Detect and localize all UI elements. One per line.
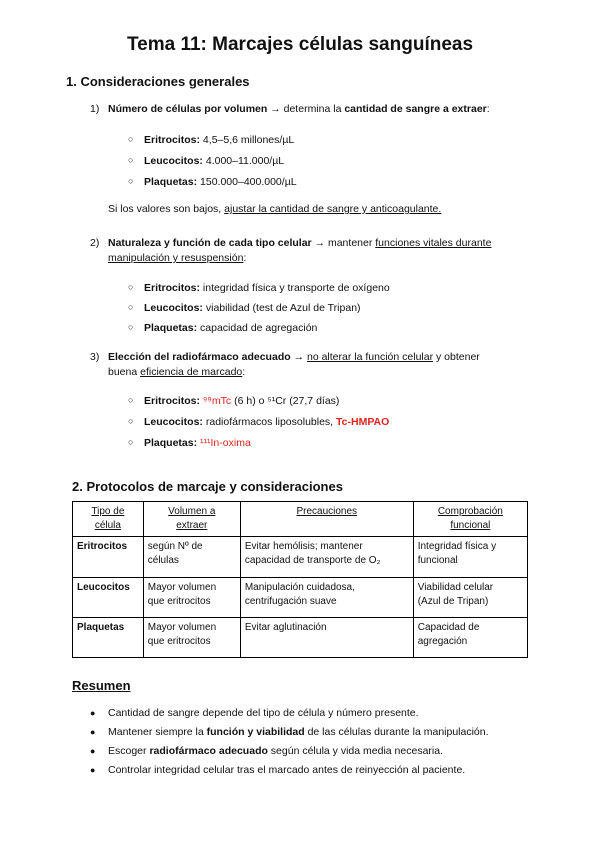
table-cell: Manipulación cuidadosa, centrifugación suave [240,578,413,618]
table-row [73,618,528,658]
bullet-circle-icon: ○ [128,416,134,426]
bullet-dot-icon: ● [90,727,96,737]
list-item: Cantidad de sangre depende del tipo de célula y número presente. [108,707,419,719]
table-row [73,537,528,578]
column-header: Precauciones [240,502,413,537]
list-item: Leucocitos: 4.000–11.000/µL [144,155,285,167]
table-cell: Eritrocitos [73,537,144,578]
page-title: Tema 11: Marcajes células sanguíneas [126,34,474,55]
list-item: Escoger radiofármaco adecuado según célula y vida media necesaria. [108,745,443,757]
item-2-text-cont: manipulación y resuspensión: [108,252,247,264]
list-item: Eritrocitos: 4,5–5,6 millones/µL [144,134,295,146]
table-cell: Mayor volumen que eritrocitos [143,618,240,658]
bullet-circle-icon: ○ [128,176,134,186]
list-item: Plaquetas: 150.000–400.000/µL [144,176,297,188]
item-1-text: Número de células por volumen → determina la cantidad de sangre a extraer: [108,103,490,115]
table-cell: Integridad física y funcional [413,537,527,578]
section-1-heading: 1. Consideraciones generales [66,74,250,89]
table-header-row [73,502,528,537]
table-row [73,578,528,618]
item-2-text: Naturaleza y función de cada tipo celular → mantener funciones vitales durante [108,237,492,249]
bullet-dot-icon: ● [90,765,96,775]
bullet-circle-icon: ○ [128,282,134,292]
bullet-circle-icon: ○ [128,134,134,144]
table-cell: Evitar aglutinación [240,618,413,658]
column-header: Comprobación funcional [413,502,527,537]
item-3-text-cont: buena eficiencia de marcado: [108,366,246,378]
bullet-circle-icon: ○ [128,437,134,447]
table-cell: Viabilidad celular (Azul de Tripan) [413,578,527,618]
bullet-dot-icon: ● [90,746,96,756]
item-3-text: Elección del radiofármaco adecuado → no alterar la función celular y obtener [108,351,480,363]
item-2-number: 2) [90,237,100,249]
table-cell: Capacidad de agregación [413,618,527,658]
bullet-circle-icon: ○ [128,395,134,405]
list-item: Leucocitos: viabilidad (test de Azul de Tripan) [144,302,361,314]
list-item: Mantener siempre la función y viabilidad de las células durante la manipulación. [108,726,489,738]
list-item: Controlar integridad celular tras el marcado antes de reinyección al paciente. [108,764,466,776]
bullet-dot-icon: ● [90,708,96,718]
section-2-heading: 2. Protocolos de marcaje y consideraciones [72,479,343,494]
table-cell: Evitar hemólisis; mantener capacidad de transporte de O₂ [240,537,413,578]
list-item: Plaquetas: ¹¹¹In-oxima [144,437,251,449]
protocol-table [72,501,528,658]
bullet-circle-icon: ○ [128,155,134,165]
item-3-number: 3) [90,351,100,363]
column-header: Tipo de célula [73,502,144,537]
table-cell: según Nº de células [143,537,240,578]
item-1-number: 1) [90,103,100,115]
list-item: Plaquetas: capacidad de agregación [144,322,318,334]
table-cell: Mayor volumen que eritrocitos [143,578,240,618]
list-item: Leucocitos: radiofármacos liposolubles, Tc-HMPAO [144,416,390,428]
list-item: Eritrocitos: integridad física y transporte de oxígeno [144,282,390,294]
item-1-note: Si los valores son bajos, ajustar la cantidad de sangre y anticoagulante. [108,203,442,215]
column-header: Volumen a extraer [143,502,240,537]
bullet-circle-icon: ○ [128,302,134,312]
bullet-circle-icon: ○ [128,322,134,332]
summary-heading: Resumen [72,678,131,693]
list-item: Eritrocitos: ⁹⁹mTc (6 h) o ⁵¹Cr (27,7 días) [144,395,340,407]
table-cell: Leucocitos [73,578,144,618]
table-cell: Plaquetas [73,618,144,658]
